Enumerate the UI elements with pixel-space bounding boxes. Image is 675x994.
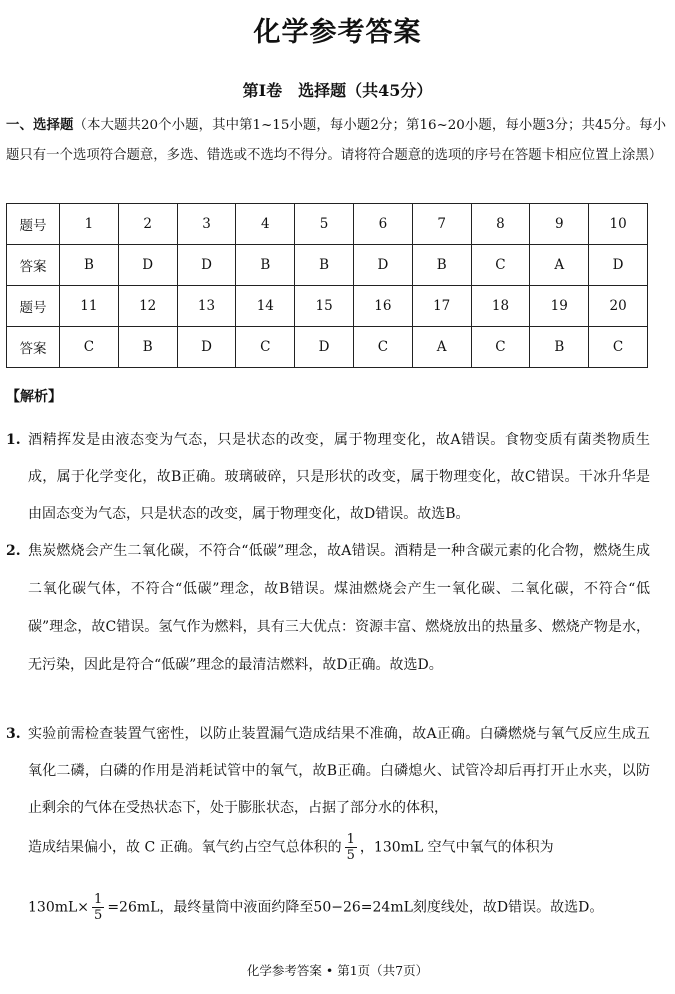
answer-cell: B bbox=[236, 245, 295, 286]
fraction-numerator: 1 bbox=[94, 892, 103, 907]
answer-cell: 19 bbox=[530, 286, 589, 327]
answer-cell: B bbox=[295, 245, 354, 286]
answer-cell: B bbox=[412, 245, 471, 286]
item-text: 酒精挥发是由液态变为气态，只是状态的改变，属于物理变化，故A错误。食物变质有菌类物质生成，属于化学变化，故B正确。玻璃破碎，只是形状的改变，属于物理变化，故C错误。干冰升华是由固态变为气态，只是状态的改变，属于物理变化，故D错误。故选B。 bbox=[28, 432, 650, 522]
answer-cell: 2 bbox=[118, 204, 177, 245]
answer-cell: 17 bbox=[412, 286, 471, 327]
answer-cell: 4 bbox=[236, 204, 295, 245]
answer-cell: C bbox=[471, 327, 530, 368]
answer-table-row bbox=[7, 204, 648, 245]
item-number: 1. bbox=[6, 432, 21, 448]
fraction-denominator: 5 bbox=[94, 908, 103, 923]
answer-table bbox=[6, 203, 648, 368]
item-text: 实验前需检查装置气密性，以防止装置漏气造成结果不准确，故A正确。白磷燃烧与氧气反应生成五氧化二磷，白磷的作用是消耗试管中的氧气，故B正确。白磷熄火、试管冷却后再打开止水夹，以防止剩余的气体在受热状态下，处于膨胀状态，占据了部分水的体积， bbox=[28, 726, 650, 816]
answer-cell: C bbox=[236, 327, 295, 368]
analysis-item-1 bbox=[6, 422, 650, 533]
question-intro bbox=[6, 110, 666, 171]
answer-cell: D bbox=[177, 245, 236, 286]
item3-line5-end: =26mL，最终量筒中液面约降至50−26=24mL刻度线处，故D错误。故选D。 bbox=[107, 899, 604, 916]
row-header-cell: 答案 bbox=[7, 327, 60, 368]
answer-cell: 5 bbox=[295, 204, 354, 245]
item-number: 3. bbox=[6, 726, 21, 742]
row-header-cell: 题号 bbox=[7, 286, 60, 327]
row-header-cell: 答案 bbox=[7, 245, 60, 286]
answer-cell: 6 bbox=[353, 204, 412, 245]
item-text: 焦炭燃烧会产生二氧化碳，不符合“低碳”理念，故A错误。酒精是一种含碳元素的化合物，燃烧生成二氧化碳气体，不符合“低碳”理念，故B错误。煤油燃烧会产生一氧化碳、二氧化碳，不符合“低碳”理念，故C错误。氢气作为燃料，具有三大优点：资源丰富、燃烧放出的热量多、燃烧产物是水，无污染，因此是符合“低碳”理念的最清洁燃料，故D正确。故选D。 bbox=[28, 543, 650, 673]
answer-cell: C bbox=[353, 327, 412, 368]
analysis-heading: 【解析】 bbox=[6, 389, 62, 405]
answer-cell: 12 bbox=[118, 286, 177, 327]
answer-cell: C bbox=[471, 245, 530, 286]
answer-cell: 18 bbox=[471, 286, 530, 327]
item3-line-fraction-1 bbox=[28, 832, 554, 863]
answer-cell: 16 bbox=[353, 286, 412, 327]
answer-cell: D bbox=[118, 245, 177, 286]
answer-cell: 14 bbox=[236, 286, 295, 327]
fraction-denominator: 5 bbox=[346, 848, 355, 863]
answer-cell: 7 bbox=[412, 204, 471, 245]
answer-cell: B bbox=[118, 327, 177, 368]
intro-label: 一、选择题 bbox=[6, 117, 74, 133]
item3-line4-end: ，130mL 空气中氧气的体积为 bbox=[359, 839, 554, 856]
answer-cell: 15 bbox=[295, 286, 354, 327]
fraction-numerator: 1 bbox=[346, 832, 355, 847]
section-title: 第Ⅰ卷 选择题（共45分） bbox=[242, 81, 433, 100]
answer-cell: C bbox=[589, 327, 648, 368]
answer-table-row bbox=[7, 286, 648, 327]
item3-line-fraction-2 bbox=[28, 892, 603, 923]
answer-cell: 11 bbox=[60, 286, 119, 327]
answer-cell: 13 bbox=[177, 286, 236, 327]
fraction bbox=[345, 832, 357, 863]
item-number: 2. bbox=[6, 543, 21, 559]
answer-cell: C bbox=[60, 327, 119, 368]
answer-cell: D bbox=[295, 327, 354, 368]
analysis-item-3 bbox=[6, 716, 650, 827]
answer-cell: A bbox=[530, 245, 589, 286]
answer-cell: B bbox=[60, 245, 119, 286]
fraction bbox=[92, 892, 104, 923]
page-footer: 化学参考答案 • 第1页（共7页） bbox=[246, 963, 429, 978]
answer-cell: 8 bbox=[471, 204, 530, 245]
intro-text: （本大题共20个小题，其中第1~15小题，每小题2分；第16~20小题，每小题3分；共45分。每小题只有一个选项符合题意，多选、错选或不选均不得分。请将符合题意的选项的序号在答题卡相应位置上涂黑） bbox=[6, 118, 667, 163]
answer-cell: D bbox=[177, 327, 236, 368]
answer-cell: 1 bbox=[60, 204, 119, 245]
answer-cell: D bbox=[589, 245, 648, 286]
item3-line5-start: 130mL× bbox=[28, 899, 90, 916]
item3-line4-start: 造成结果偏小，故 C 正确。氧气约占空气总体积的 bbox=[28, 839, 342, 856]
page-title: 化学参考答案 bbox=[253, 17, 422, 48]
answer-cell: A bbox=[412, 327, 471, 368]
row-header-cell: 题号 bbox=[7, 204, 60, 245]
analysis-item-2 bbox=[6, 532, 650, 684]
answer-cell: 3 bbox=[177, 204, 236, 245]
answer-cell: 9 bbox=[530, 204, 589, 245]
answer-table-row bbox=[7, 245, 648, 286]
answer-cell: 20 bbox=[589, 286, 648, 327]
answer-cell: D bbox=[353, 245, 412, 286]
answer-table-row bbox=[7, 327, 648, 368]
answer-cell: B bbox=[530, 327, 589, 368]
answer-cell: 10 bbox=[589, 204, 648, 245]
